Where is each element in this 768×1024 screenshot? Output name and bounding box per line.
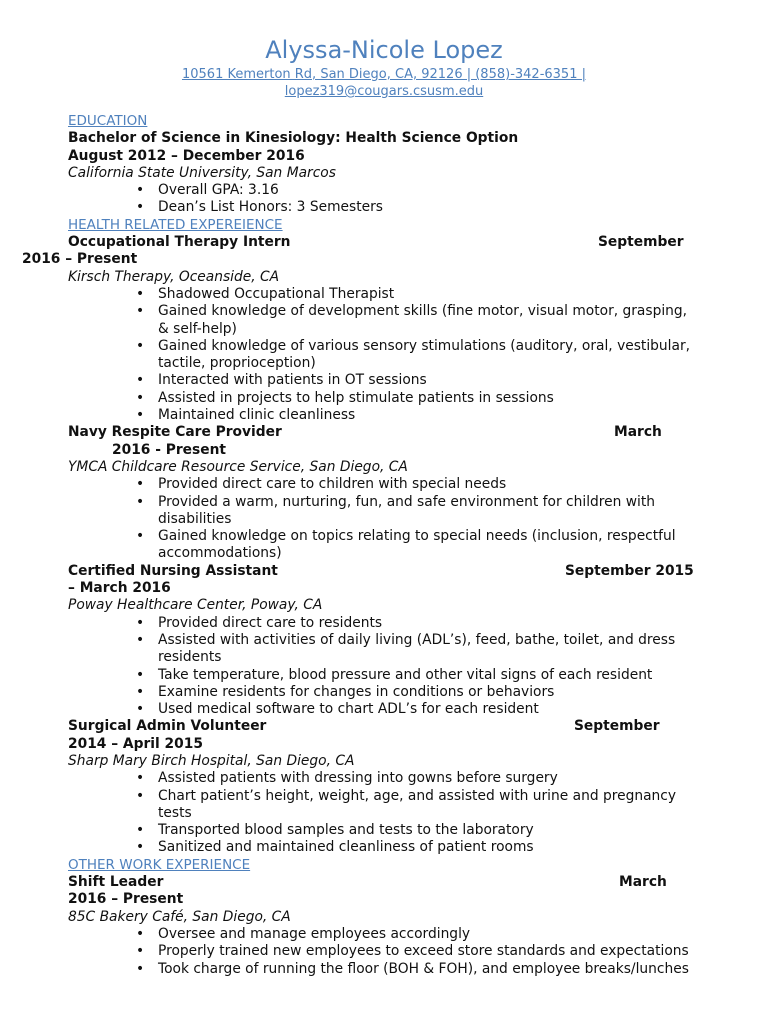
job-title-text: Occupational Therapy Intern (68, 234, 291, 251)
list-item: • Oversee and manage employees accordingly (68, 926, 708, 943)
list-item: • Maintained clinic cleanliness (68, 407, 708, 424)
list-item: • Assisted in projects to help stimulate patients in sessions (68, 390, 708, 407)
list-item: • Took charge of running the floor (BOH & FOH), and employee breaks/lunches (68, 961, 708, 978)
job-title-text: Navy Respite Care Provider (68, 424, 282, 441)
list-item: • Overall GPA: 3.16 (68, 182, 708, 199)
candidate-name: Alyssa-Nicole Lopez (265, 36, 503, 64)
job-title-text: Surgical Admin Volunteer (68, 718, 267, 735)
job-title (68, 424, 708, 441)
list-item: • Sanitized and maintained cleanliness of patient rooms (68, 839, 708, 856)
list-item: • Transported blood samples and tests to the laboratory (68, 822, 708, 839)
job-date-start: March (619, 874, 667, 891)
list-item: • Take temperature, blood pressure and other vital signs of each resident (68, 667, 708, 684)
list-item: • Dean’s List Honors: 3 Semesters (68, 199, 708, 216)
job-date-wrap: 2014 – April 2015 (68, 735, 203, 752)
list-item: • Examine residents for changes in conditions or behaviors (68, 684, 708, 701)
list-item: • Assisted patients with dressing into gowns before surgery (68, 770, 708, 787)
degree-title: Bachelor of Science in Kinesiology: Health Science Option (68, 130, 519, 147)
list-item: • Shadowed Occupational Therapist (68, 286, 708, 303)
job-date-start: September (574, 718, 660, 735)
job-organization: Sharp Mary Birch Hospital, San Diego, CA (68, 752, 355, 769)
job-date-wrap: – March 2016 (68, 580, 171, 597)
list-item: • Used medical software to chart ADL’s for each resident (68, 701, 708, 718)
contact-email-link[interactable]: lopez319@cougars.csusm.edu (284, 84, 484, 99)
list-item-continuation: & self-help) (158, 320, 237, 337)
list-item: • Gained knowledge of development skills (fine motor, visual motor, grasping, (68, 303, 708, 320)
job-title-text: Certified Nursing Assistant (68, 562, 278, 579)
job-organization: Poway Healthcare Center, Poway, CA (68, 597, 323, 614)
list-item-continuation: accommodations) (158, 545, 282, 562)
job-title (68, 234, 708, 251)
education-dates: August 2012 – December 2016 (68, 147, 305, 164)
list-item: • Provided a warm, nurturing, fun, and safe environment for children with (68, 494, 708, 511)
job-organization: YMCA Childcare Resource Service, San Diego, CA (68, 458, 408, 475)
list-item: • Chart patient’s height, weight, age, and assisted with urine and pregnancy (68, 788, 708, 805)
job-date-wrap: 2016 - Present (112, 441, 226, 458)
school-name: California State University, San Marcos (68, 164, 336, 181)
list-item: • Gained knowledge of various sensory stimulations (auditory, oral, vestibular, (68, 338, 708, 355)
list-item: • Provided direct care to children with special needs (68, 476, 708, 493)
list-item: • Gained knowledge on topics relating to special needs (inclusion, respectful (68, 528, 708, 545)
job-title-text: Shift Leader (68, 874, 164, 891)
list-item: • Properly trained new employees to exceed store standards and expectations (68, 943, 708, 960)
job-organization: Kirsch Therapy, Oceanside, CA (68, 268, 280, 285)
resume-body (22, 113, 708, 978)
section-heading-health-experience: HEALTH RELATED EXPEREIENCE (68, 216, 283, 233)
section-heading-education: EDUCATION (68, 113, 148, 129)
job-date-wrap: 2016 – Present (22, 251, 138, 268)
job-title (68, 874, 708, 891)
list-item: • Assisted with activities of daily living (ADL’s), feed, bathe, toilet, and dress (68, 632, 708, 649)
section-heading-other-experience: OTHER WORK EXPERIENCE (68, 856, 251, 873)
list-item-continuation: tests (158, 804, 192, 821)
job-date-wrap: 2016 – Present (68, 891, 184, 908)
job-date-start: September (598, 234, 684, 251)
list-item: • Provided direct care to residents (68, 615, 708, 632)
job-title (68, 563, 708, 580)
job-title (68, 718, 708, 735)
job-date-start: March (614, 424, 662, 441)
list-item-continuation: disabilities (158, 510, 232, 527)
list-item: • Interacted with patients in OT sessions (68, 372, 708, 389)
job-date-start: September 2015 (565, 562, 694, 579)
list-item-continuation: residents (158, 649, 222, 666)
list-item-continuation: tactile, proprioception) (158, 355, 316, 372)
contact-line-address-phone[interactable]: 10561 Kemerton Rd, San Diego, CA, 92126 | (858)-342-6351 | (181, 67, 586, 82)
resume-header (0, 34, 768, 100)
job-organization: 85C Bakery Café, San Diego, CA (68, 908, 291, 925)
